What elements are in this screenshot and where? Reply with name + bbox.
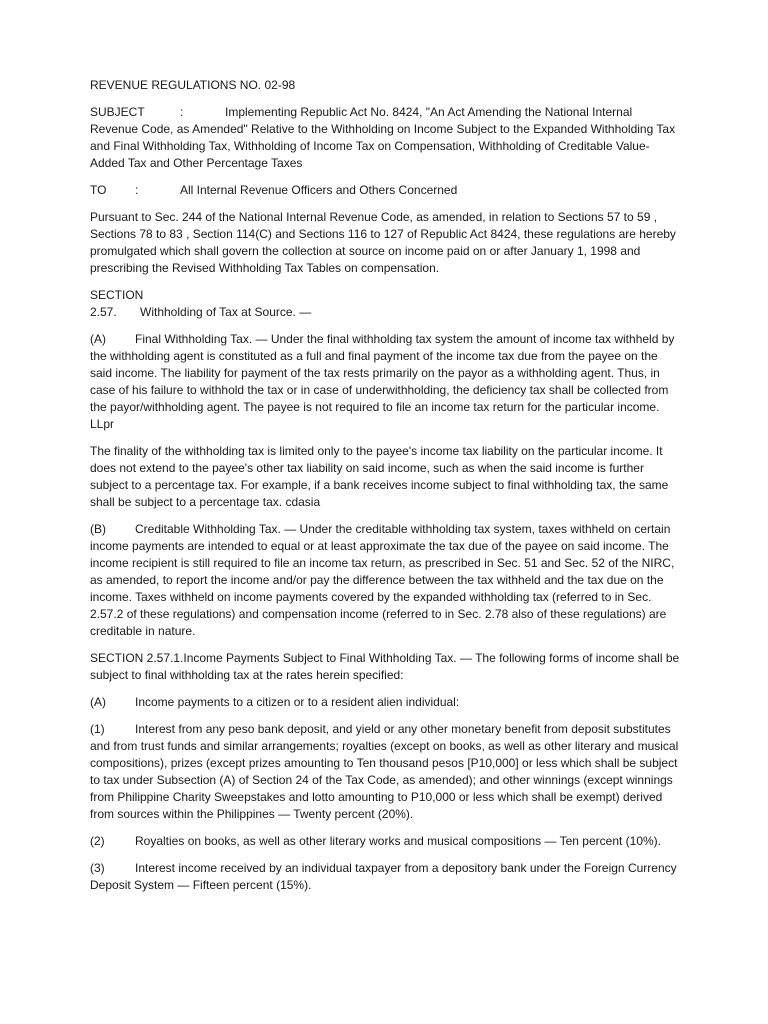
income-payments-text: Income payments to a citizen or to a resident alien individual: <box>135 695 460 709</box>
list-item-text: Royalties on books, as well as other literary works and musical compositions — Ten percent (10%). <box>135 834 662 848</box>
regulation-title: REVENUE REGULATIONS NO. 02-98 <box>90 78 296 92</box>
final-withholding-marker: (A) <box>90 332 106 346</box>
to-colon: : <box>135 183 139 197</box>
creditable-withholding-marker: (B) <box>90 522 106 536</box>
document-page <box>90 77 682 904</box>
section-2571-paragraph: SECTION 2.57.1.Income Payments Subject to Final Withholding Tax. — The following forms of income shall be subject to final withholding tax at the rates herein specified: <box>90 651 680 682</box>
final-withholding-paragraph <box>90 331 682 433</box>
list-item-text: Interest income received by an individual taxpayer from a depository bank under the Foreign Currency Deposit System — Fifteen percent (15%). <box>90 861 677 892</box>
list-item-marker: (3) <box>90 861 105 875</box>
creditable-withholding-text: Creditable Withholding Tax. — Under the creditable withholding tax system, taxes withheld on certain income payments are intended to equal or at least approximate the tax due of the payee on said income. The income recipient is still required to file an income tax return, as prescribed in Sec. 51 and Sec. 52 of the NIRC, as amended, to report the income and/or pay the difference between the tax withheld and the tax due on the income. Taxes withheld on income payments covered by the expanded withholding tax (referred to in Sec. 2.57.2 of these regulations) and compensation income (referred to in Sec. 2.78 also of these regulations) are creditable in nature. <box>90 522 675 638</box>
section-257-title: Withholding of Tax at Source. — <box>140 305 312 319</box>
list-item-marker: (2) <box>90 834 105 848</box>
subject-paragraph <box>90 104 682 172</box>
income-payments-marker: (A) <box>90 695 106 709</box>
list-item <box>90 860 682 894</box>
list-item <box>90 721 682 823</box>
section-257-heading <box>90 287 682 321</box>
list-item <box>90 833 682 850</box>
finality-paragraph: The finality of the withholding tax is limited only to the payee's income tax liability on the particular income. It does not extend to the payee's other tax liability on said income, such as when the said income is further subject to a percentage tax. For example, if a bank receives income subject to final withholding tax, the same shall be subject to a percentage tax. cdasia <box>90 444 669 509</box>
to-paragraph <box>90 182 682 199</box>
income-payments-paragraph <box>90 694 682 711</box>
list-item-text: Interest from any peso bank deposit, and yield or any other monetary benefit from deposit substitutes and from trust funds and similar arrangements; royalties (except on books, as well as other literary and musical compositions), prizes (except prizes amounting to Ten thousand pesos [P10,000] or less which shall be subject to tax under Subsection (A) of Section 24 of the Tax Code, as amended); and other winnings (except winnings from Philippine Charity Sweepstakes and lotto amounting to P10,000 or less which shall be exempt) derived from sources within the Philippines — Twenty percent (20%). <box>90 722 679 821</box>
to-label: TO <box>90 183 107 197</box>
section-257-number: SECTION 2.57. <box>90 288 144 319</box>
to-text: All Internal Revenue Officers and Others Concerned <box>180 183 458 197</box>
subject-label: SUBJECT <box>90 105 145 119</box>
final-withholding-text: Final Withholding Tax. — Under the final withholding tax system the amount of income tax withheld by the withholding agent is constituted as a full and final payment of the income tax due from the payee on the said income. The liability for payment of the tax rests primarily on the payor as a withholding agent. Thus, in case of his failure to withhold the tax or in case of underwithholding, the deficiency tax shall be collected from the payor/withholding agent. The payee is not required to file an income tax return for the particular income. LLpr <box>90 332 675 431</box>
preamble-paragraph: Pursuant to Sec. 244 of the National Internal Revenue Code, as amended, in relation to Sections 57 to 59 , Sections 78 to 83 , Section 114(C) and Sections 116 to 127 of Republic Act 8424, these regulations are hereby promulgated which shall govern the collection at source on income paid on or after January 1, 1998 and prescribing the Revised Withholding Tax Tables on compensation. <box>90 210 676 275</box>
subject-text: Implementing Republic Act No. 8424, "An Act Amending the National Internal Revenue Code, as Amended" Relative to the Withholding on Income Subject to the Expanded Withholding Tax and Final Withholding Tax, Withholding of Income Tax on Compensation, Withholding of Creditable Value-Added Tax and Other Percentage Taxes <box>90 105 676 170</box>
list-item-marker: (1) <box>90 722 105 736</box>
creditable-withholding-paragraph <box>90 521 682 640</box>
subject-colon: : <box>180 105 184 119</box>
